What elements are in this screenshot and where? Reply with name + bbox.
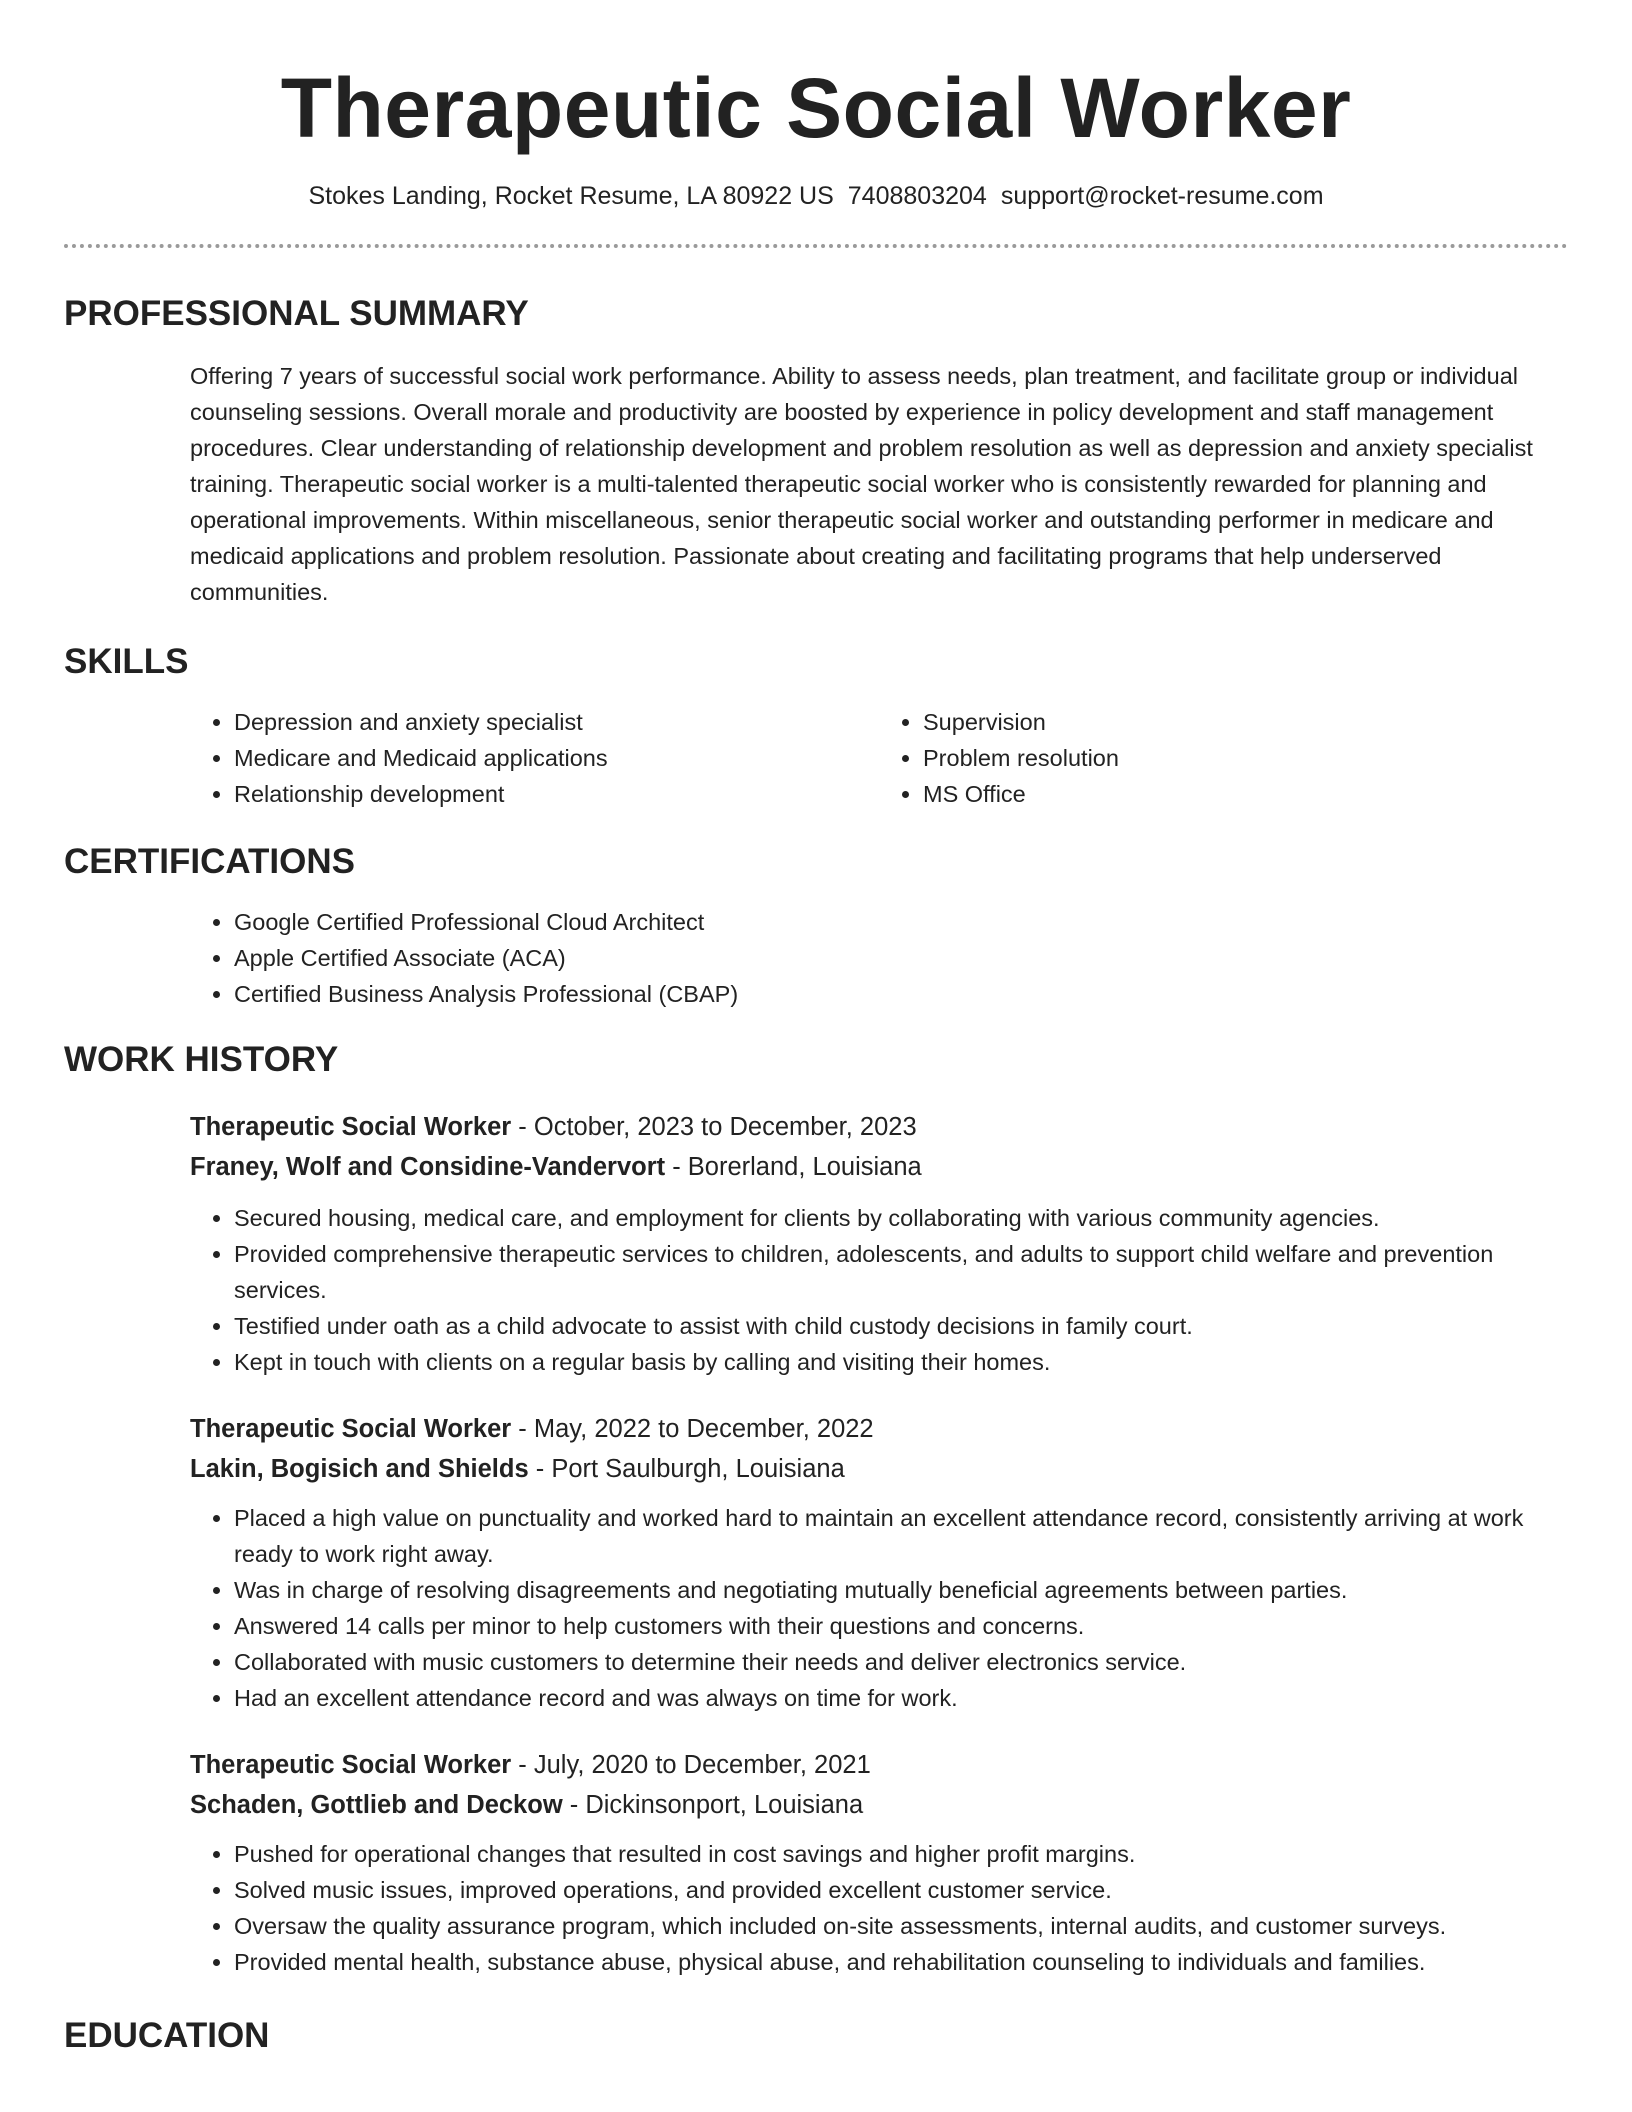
job-company: Schaden, Gottlieb and Deckow [190, 1791, 563, 1819]
job-company-line [190, 1786, 1568, 1824]
skill-item: • Depression and anxiety specialist [234, 704, 879, 740]
job-entry [190, 1410, 1568, 1716]
job-bullet: • Placed a high value on punctuality and worked hard to maintain an excellent attendance record, consistently arriving at work ready to work right away. [234, 1500, 1568, 1572]
skills-grid [190, 704, 1568, 812]
skill-item: • Medicare and Medicaid applications [234, 740, 879, 776]
job-title-line [190, 1410, 1568, 1448]
skill-item: • Supervision [923, 704, 1568, 740]
job-bullet: • Solved music issues, improved operations, and provided excellent customer service. [234, 1872, 1568, 1908]
job-company-line [190, 1450, 1568, 1488]
job-bullet: • Secured housing, medical care, and employment for clients by collaborating with various community agencies. [234, 1200, 1568, 1236]
job-role: Therapeutic Social Worker [190, 1415, 512, 1443]
summary-heading: PROFESSIONAL SUMMARY [64, 294, 529, 333]
contact-email: support@rocket-resume.com [1000, 182, 1324, 210]
job-dates: - May, 2022 to December, 2022 [511, 1415, 874, 1443]
job-bullets [190, 1836, 1568, 1980]
skills-list-right [879, 704, 1568, 812]
summary-text: Offering 7 years of successful social work performance. Ability to assess needs, plan treatment, and facilitate group or individual counseling sessions. Overall morale and productivity are boosted by experience in policy development and staff management procedures. Clear understanding of relationship development and problem resolution as well as depression and anxiety specialist training. Therapeutic social worker is a multi-talented therapeutic social worker who is consistently rewarded for planning and operational improvements. Within miscellaneous, senior therapeutic social worker and outstanding performer in medicare and medicaid applications and problem resolution. Passionate about creating and facilitating programs that help underserved communities. [190, 363, 1533, 605]
education-heading: EDUCATION [64, 2016, 270, 2055]
job-bullets [190, 1200, 1568, 1380]
job-bullets [190, 1500, 1568, 1716]
job-title-line [190, 1746, 1568, 1784]
job-bullet: • Testified under oath as a child advocate to assist with child custody decisions in family court. [234, 1308, 1568, 1344]
job-bullet: • Kept in touch with clients on a regular basis by calling and visiting their homes. [234, 1344, 1568, 1380]
job-company: Lakin, Bogisich and Shields [190, 1455, 529, 1483]
job-company: Franey, Wolf and Considine-Vandervort [190, 1153, 666, 1181]
job-location: - Borerland, Louisiana [665, 1153, 922, 1181]
certification-item: • Google Certified Professional Cloud Architect [234, 904, 1568, 940]
job-role: Therapeutic Social Worker [190, 1751, 512, 1779]
certifications-list [190, 904, 1568, 1012]
job-title-line [190, 1108, 1568, 1146]
work-history-heading: WORK HISTORY [64, 1040, 339, 1079]
job-bullet: • Provided mental health, substance abuse, physical abuse, and rehabilitation counseling to individuals and families. [234, 1944, 1568, 1980]
contact-line [64, 180, 1568, 212]
job-bullet: • Had an excellent attendance record and was always on time for work. [234, 1680, 1568, 1716]
job-bullet: • Oversaw the quality assurance program, which included on-site assessments, internal audits, and customer surveys. [234, 1908, 1568, 1944]
contact-address: Stokes Landing, Rocket Resume, LA 80922 US [308, 182, 834, 210]
skills-list-left [190, 704, 879, 812]
certification-item: • Certified Business Analysis Professional (CBAP) [234, 976, 1568, 1012]
skill-item: • MS Office [923, 776, 1568, 812]
job-company-line [190, 1148, 1568, 1186]
job-bullet: • Provided comprehensive therapeutic services to children, adolescents, and adults to support child welfare and prevention services. [234, 1236, 1568, 1308]
job-location: - Dickinsonport, Louisiana [562, 1791, 864, 1819]
job-bullet: • Answered 14 calls per minor to help customers with their questions and concerns. [234, 1608, 1568, 1644]
job-bullet: • Collaborated with music customers to determine their needs and deliver electronics service. [234, 1644, 1568, 1680]
header-divider [64, 244, 1568, 248]
resume-page [64, 0, 1568, 2058]
job-dates: - October, 2023 to December, 2023 [511, 1113, 917, 1141]
resume-name: Therapeutic Social Worker [280, 61, 1352, 155]
certification-item: • Apple Certified Associate (ACA) [234, 940, 1568, 976]
certifications-heading: CERTIFICATIONS [64, 842, 356, 881]
job-role: Therapeutic Social Worker [190, 1113, 512, 1141]
job-location: - Port Saulburgh, Louisiana [528, 1455, 845, 1483]
job-bullet: • Pushed for operational changes that resulted in cost savings and higher profit margins. [234, 1836, 1568, 1872]
job-entry [190, 1746, 1568, 1980]
skill-item: • Relationship development [234, 776, 879, 812]
job-dates: - July, 2020 to December, 2021 [511, 1751, 871, 1779]
skills-heading: SKILLS [64, 642, 189, 681]
contact-phone: 7408803204 [847, 182, 987, 210]
skill-item: • Problem resolution [923, 740, 1568, 776]
job-bullet: • Was in charge of resolving disagreements and negotiating mutually beneficial agreements between parties. [234, 1572, 1568, 1608]
job-entry [190, 1108, 1568, 1380]
